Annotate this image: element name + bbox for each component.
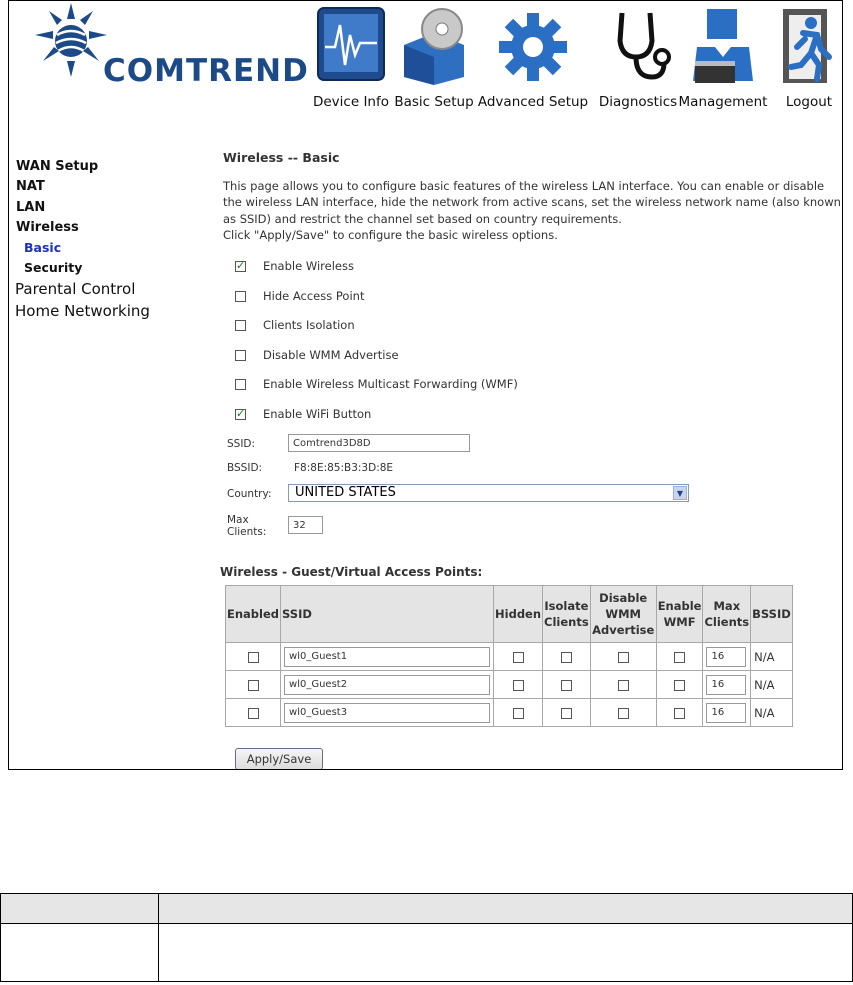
row1-wmf-checkbox[interactable] xyxy=(674,652,685,663)
page-description-hint: Click "Apply/Save" to configure the basic wireless options. xyxy=(223,227,558,242)
disable-wmm-label: Disable WMM Advertise xyxy=(263,348,399,362)
hide-access-point-checkbox[interactable] xyxy=(235,291,246,302)
row1-wmf-cell xyxy=(657,643,703,670)
row3-ssid-cell xyxy=(281,699,493,726)
chevron-down-icon[interactable]: ▼ xyxy=(673,486,687,500)
clients-isolation-label: Clients Isolation xyxy=(263,318,355,332)
row3-hidden-checkbox[interactable] xyxy=(513,708,524,719)
nav-basic-setup-label: Basic Setup xyxy=(394,94,474,110)
stethoscope-icon xyxy=(602,5,674,87)
nav-diagnostics[interactable] xyxy=(592,1,684,119)
row2-max-cell xyxy=(703,671,750,698)
ssid-input[interactable] xyxy=(288,434,470,452)
sidebar-item-wireless[interactable]: Wireless xyxy=(16,220,79,235)
brand-name: COMTREND xyxy=(103,53,309,89)
max-clients-input[interactable] xyxy=(288,516,323,534)
sidebar-item-lan[interactable]: LAN xyxy=(16,200,46,215)
guest-ap-title: Wireless - Guest/Virtual Access Points: xyxy=(220,565,483,579)
document-table-header-row xyxy=(1,894,853,924)
row1-ssid-input[interactable] xyxy=(284,647,490,667)
row2-wmm-checkbox[interactable] xyxy=(618,680,629,691)
clients-isolation-checkbox[interactable] xyxy=(235,320,246,331)
nav-management-label: Management xyxy=(678,94,768,110)
row1-wmm-checkbox[interactable] xyxy=(618,652,629,663)
row2-wmf-cell xyxy=(657,671,703,698)
row3-ssid-input[interactable] xyxy=(284,703,490,723)
row1-bssid: N/A xyxy=(751,643,792,670)
guest-ap-table xyxy=(225,585,793,727)
row1-enabled-cell xyxy=(226,643,280,670)
document-body-cell-2 xyxy=(159,924,853,982)
enable-wifi-button-label: Enable WiFi Button xyxy=(263,407,372,421)
row3-hidden-cell xyxy=(494,699,542,726)
table-row xyxy=(226,643,792,670)
nav-basic-setup[interactable] xyxy=(393,1,475,119)
row1-max-clients-input[interactable] xyxy=(706,647,746,667)
col-enabled: Enabled xyxy=(226,586,280,642)
bssid-value: F8:8E:85:B3:3D:8E xyxy=(294,462,394,474)
row3-max-clients-input[interactable] xyxy=(706,703,746,723)
document-header-cell-1 xyxy=(1,894,159,924)
row2-hidden-checkbox[interactable] xyxy=(513,680,524,691)
row2-ssid-cell xyxy=(281,671,493,698)
page-title: Wireless -- Basic xyxy=(223,150,340,165)
page-description-text: This page allows you to configure basic features of the wireless LAN interface. You can enable or disable the wireless LAN interface, hide the network from active scans, set the wireless network name (also known as SSID) and restrict the channel set based on country requirements. xyxy=(223,179,841,226)
row1-isolate-checkbox[interactable] xyxy=(561,652,572,663)
row2-wmm-cell xyxy=(591,671,656,698)
sidebar-item-home-networking[interactable]: Home Networking xyxy=(15,302,150,320)
country-selected-value: UNITED STATES xyxy=(295,485,396,500)
nav-management[interactable] xyxy=(677,1,769,119)
country-select[interactable] xyxy=(288,484,689,502)
col-isolate-clients: Isolate Clients xyxy=(543,586,590,642)
user-laptop-icon xyxy=(687,5,759,87)
page-description xyxy=(223,178,843,243)
oscilloscope-icon xyxy=(315,5,387,87)
row1-max-cell xyxy=(703,643,750,670)
row2-bssid: N/A xyxy=(751,671,792,698)
enable-wmf-label: Enable Wireless Multicast Forwarding (WMF) xyxy=(263,377,518,391)
row3-isolate-checkbox[interactable] xyxy=(561,708,572,719)
row3-max-cell xyxy=(703,699,750,726)
col-max-clients: Max Clients xyxy=(703,586,750,642)
bssid-label: BSSID: xyxy=(227,462,263,474)
country-label: Country: xyxy=(227,488,272,500)
nav-device-info[interactable] xyxy=(310,1,392,119)
sidebar xyxy=(9,125,175,770)
row3-wmm-cell xyxy=(591,699,656,726)
row2-enabled-checkbox[interactable] xyxy=(248,680,259,691)
enable-wireless-label: Enable Wireless xyxy=(263,259,354,273)
disable-wmm-checkbox[interactable] xyxy=(235,350,246,361)
row2-isolate-checkbox[interactable] xyxy=(561,680,572,691)
document-body-cell-1 xyxy=(1,924,159,982)
apply-save-button[interactable]: Apply/Save xyxy=(235,748,323,770)
hide-access-point-label: Hide Access Point xyxy=(263,289,365,303)
router-frame xyxy=(8,0,843,770)
main-content xyxy=(175,141,842,770)
document-table-row xyxy=(1,924,853,982)
row2-isolate-cell xyxy=(543,671,590,698)
max-clients-label: Max Clients: xyxy=(227,514,267,538)
row3-enabled-cell xyxy=(226,699,280,726)
document-header-cell-2 xyxy=(159,894,853,924)
box-disc-icon xyxy=(398,5,470,87)
comtrend-logo xyxy=(21,1,309,119)
gear-icon xyxy=(497,5,569,87)
guest-ap-header-row xyxy=(226,586,792,642)
nav-logout-label: Logout xyxy=(785,94,833,110)
sidebar-item-wan-setup[interactable]: WAN Setup xyxy=(16,159,99,174)
sidebar-item-nat[interactable]: NAT xyxy=(16,179,45,194)
ssid-label: SSID: xyxy=(227,438,256,450)
row3-wmf-cell xyxy=(657,699,703,726)
row1-enabled-checkbox[interactable] xyxy=(248,652,259,663)
exit-door-icon xyxy=(773,5,843,87)
row1-wmm-cell xyxy=(591,643,656,670)
nav-advanced-setup-label: Advanced Setup xyxy=(477,94,589,110)
table-row xyxy=(226,671,792,698)
row1-isolate-cell xyxy=(543,643,590,670)
sidebar-item-parental-control[interactable]: Parental Control xyxy=(15,280,136,298)
row3-bssid: N/A xyxy=(751,699,792,726)
sidebar-item-basic[interactable]: Basic xyxy=(24,240,62,255)
row2-enabled-cell xyxy=(226,671,280,698)
table-row xyxy=(226,699,792,726)
enable-wmf-checkbox[interactable] xyxy=(235,379,246,390)
col-ssid: SSID xyxy=(281,586,493,642)
sidebar-item-security[interactable]: Security xyxy=(24,260,83,275)
enable-wifi-button-checkbox[interactable] xyxy=(235,409,246,420)
nav-logout[interactable] xyxy=(773,1,843,119)
row2-hidden-cell xyxy=(494,671,542,698)
row1-hidden-cell xyxy=(494,643,542,670)
header xyxy=(9,1,842,125)
col-bssid: BSSID xyxy=(751,586,792,642)
row3-wmf-checkbox[interactable] xyxy=(674,708,685,719)
row2-wmf-checkbox[interactable] xyxy=(674,680,685,691)
row1-ssid-cell xyxy=(281,643,493,670)
row3-isolate-cell xyxy=(543,699,590,726)
document-table xyxy=(0,893,853,982)
row1-hidden-checkbox[interactable] xyxy=(513,652,524,663)
col-enable-wmf: Enable WMF xyxy=(657,586,703,642)
col-disable-wmm: Disable WMM Advertise xyxy=(591,586,656,642)
nav-diagnostics-label: Diagnostics xyxy=(598,94,678,110)
row2-max-clients-input[interactable] xyxy=(706,675,746,695)
col-hidden: Hidden xyxy=(494,586,542,642)
row2-ssid-input[interactable] xyxy=(284,675,490,695)
nav-advanced-setup[interactable] xyxy=(477,1,589,119)
row3-enabled-checkbox[interactable] xyxy=(248,708,259,719)
nav-device-info-label: Device Info xyxy=(312,94,389,110)
row3-wmm-checkbox[interactable] xyxy=(618,708,629,719)
enable-wireless-checkbox[interactable] xyxy=(235,261,246,272)
